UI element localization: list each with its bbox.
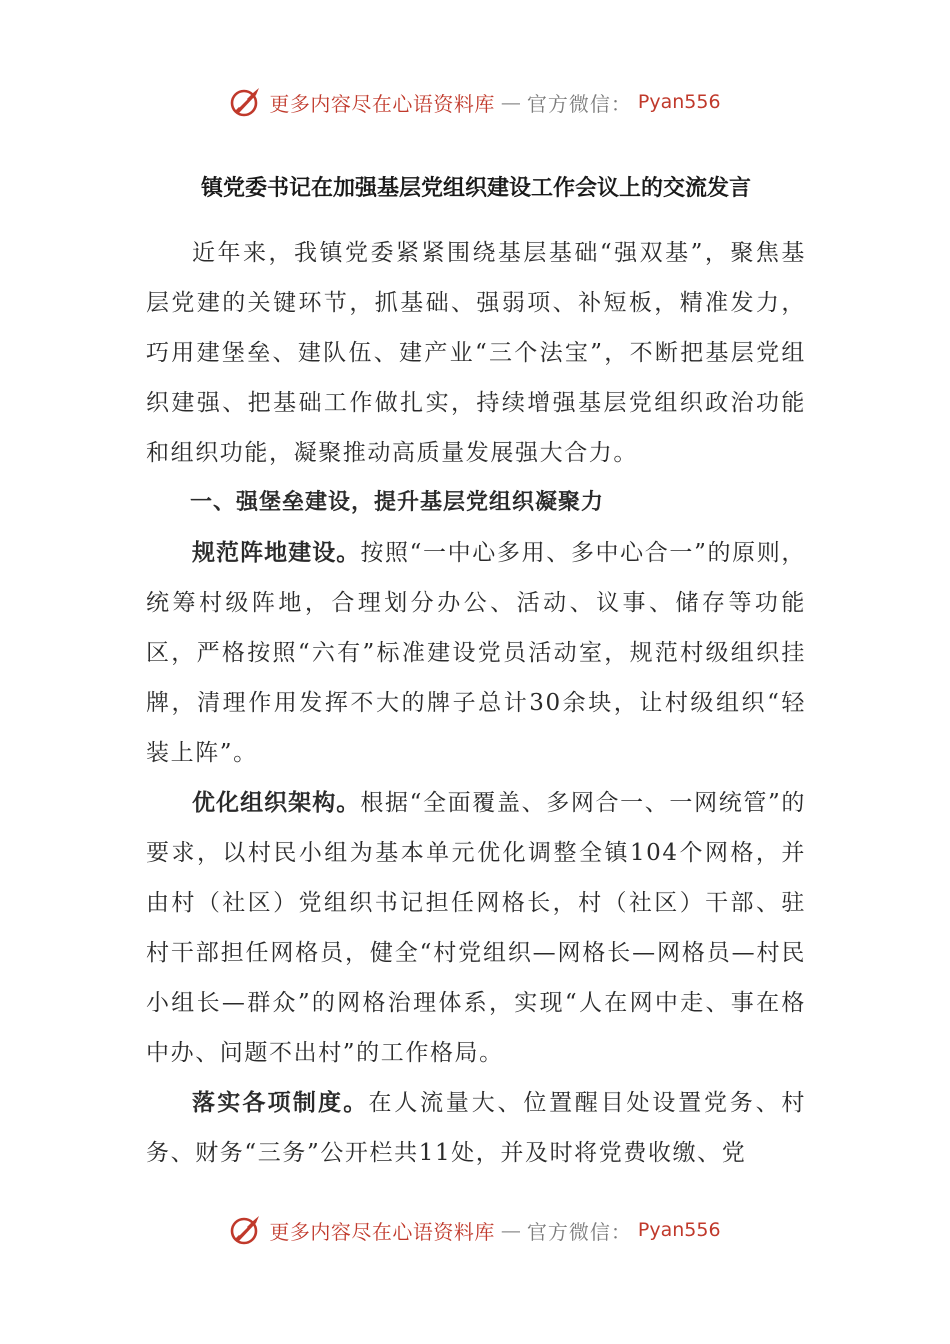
banner-official-label: 官方微信： [526, 91, 632, 116]
item-lead-2: 优化组织架构。 [192, 790, 361, 816]
item-body-1: 按照“一中心多用、多中心合一”的原则，统筹村级阵地，合理划分办公、活动、议事、储存等功能区，严格按照“六有”标准建设党员活动室，规范村级组织挂牌，清理作用发挥不大的牌子总计30余块，让村级组织“轻装上阵”。 [146, 540, 807, 766]
header-watermark-banner [0, 82, 950, 122]
item-paragraph-3 [146, 1078, 806, 1178]
item-body-3: 在人流量大、位置醒目处设置党务、村务、财务“三务”公开栏共11处，并及时将党费收缴、党 [146, 1090, 807, 1166]
banner-separator: — [500, 90, 521, 114]
banner-brand-text: 更多内容尽在心语资料库 [269, 91, 495, 116]
item-lead-3: 落实各项制度。 [192, 1090, 369, 1116]
footer-wechat-id: Pyan556 [637, 1219, 721, 1241]
banner-wechat-id: Pyan556 [637, 91, 721, 113]
footer-separator: — [500, 1218, 521, 1242]
quill-circle-icon [229, 85, 263, 119]
item-lead-1: 规范阵地建设。 [192, 540, 361, 566]
footer-official-label: 官方微信： [526, 1219, 632, 1244]
item-paragraph-2 [146, 778, 806, 1078]
footer-watermark-banner [0, 1210, 950, 1250]
section-heading-1: 一、强堡垒建设，提升基层党组织凝聚力 [190, 490, 605, 515]
document-body [146, 172, 806, 1178]
footer-brand-text: 更多内容尽在心语资料库 [269, 1219, 495, 1244]
quill-circle-icon [229, 1213, 263, 1247]
intro-paragraph: 近年来，我镇党委紧紧围绕基层基础“强双基”，聚焦基层党建的关键环节，抓基础、强弱项、补短板，精准发力，巧用建堡垒、建队伍、建产业“三个法宝”，不断把基层党组织建强、把基础工作做扎实，持续增强基层党组织政治功能和组织功能，凝聚推动高质量发展强大合力。 [146, 240, 806, 466]
item-paragraph-1 [146, 528, 806, 778]
item-body-2: 根据“全面覆盖、多网合一、一网统管”的要求，以村民小组为基本单元优化调整全镇104个网格，并由村（社区）党组织书记担任网格长，村（社区）干部、驻村干部担任网格员，健全“村党组织—网格长—网格员—村民小组长—群众”的网格治理体系，实现“人在网中走、事在格中办、问题不出村”的工作格局。 [146, 790, 807, 1066]
document-title: 镇党委书记在加强基层党组织建设工作会议上的交流发言 [200, 176, 751, 201]
